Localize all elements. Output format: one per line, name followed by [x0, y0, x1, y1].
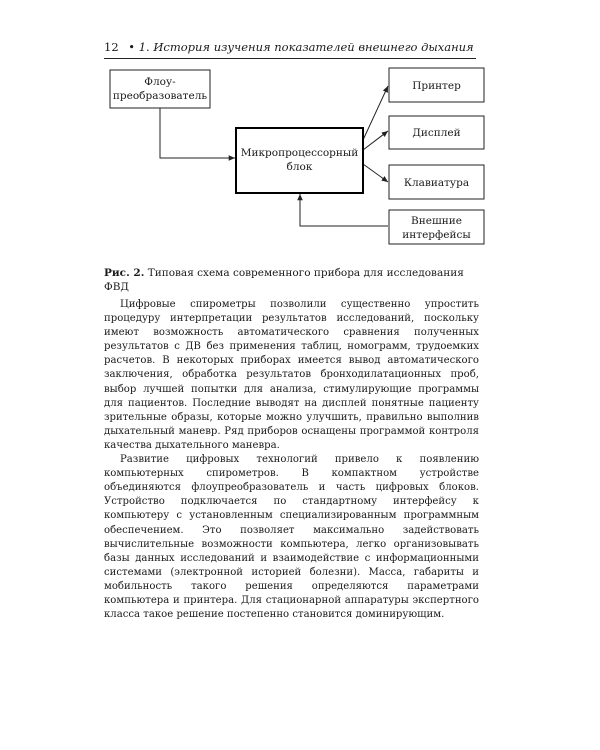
node-flow-transducer-line1: Флоу-: [144, 76, 176, 88]
paragraph: Развитие цифровых технологий привело к появлению компьютерных спирометров. В компактном устройстве объединяются флоупреобразователь и часть цифровых блоков. Устройство подключается по стандартному интерфейсу к компьютеру с установленным специализированным программным обеспечением. Это позволяет максимально задействовать вычислительные возможности компьютера, легко организовывать базы данных исследований и взаимодействие с информационными системами (электронной историей болезни). Масса, габариты и мобильность такого решения определяются параметрами компьютера и принтера. Для стационарной аппаратуры экспертного класса такое решение постепенно становится доминирующим.: [104, 454, 479, 621]
running-title: • 1. История изучения показателей внешнего дыхания: [128, 40, 474, 54]
page-number: 12: [104, 40, 119, 54]
node-keyboard: [389, 165, 484, 199]
node-keyboard-label: Клавиатура: [403, 177, 470, 189]
edge-micro-to-keyboard: [363, 164, 388, 182]
figure-caption-text: Типовая схема современного прибора для исследования ФВД: [104, 267, 464, 293]
edge-micro-to-printer: [363, 86, 388, 140]
body-text: [104, 298, 479, 622]
figure-caption-label: Рис. 2.: [104, 267, 145, 279]
node-external-interfaces: [389, 210, 484, 244]
edge-interfaces-to-micro: [300, 194, 388, 226]
node-external-interfaces-line2: интерфейсы: [402, 229, 471, 241]
node-flow-transducer: [110, 70, 210, 108]
edge-flow-to-micro: [160, 108, 235, 158]
node-printer-label: Принтер: [412, 80, 461, 92]
node-microprocessor: [236, 128, 363, 193]
device-block-diagram: [0, 0, 600, 270]
node-display-label: Дисплей: [412, 127, 461, 139]
node-display: [389, 116, 484, 149]
node-microprocessor-line1: Микропроцессорный: [240, 147, 359, 159]
node-microprocessor-line2: блок: [286, 161, 313, 173]
node-external-interfaces-line1: Внешние: [411, 215, 462, 227]
edge-micro-to-display: [363, 131, 388, 150]
node-printer: [389, 68, 484, 102]
paragraph: Цифровые спирометры позволили существенно упростить процедуру интерпретации результатов исследований, поскольку имеют возможность автоматического сравнения полученных результатов с ДВ без применения таблиц, номограмм, трудоемких расчетов. В некоторых приборах имеется вывод автоматического заключения, обработка результатов бронходилатационных проб, выбор лучшей попытки для анализа, стимулирующие программы для пациентов. Последние выводят на дисплей понятные пациенту зрительные образы, которые можно улучшить, правильно выполнив дыхательный маневр. Ряд приборов оснащены программой контроля качества дыхательного маневра.: [104, 299, 479, 451]
figure-caption: [104, 266, 484, 294]
node-flow-transducer-line2: преобразователь: [112, 90, 208, 102]
